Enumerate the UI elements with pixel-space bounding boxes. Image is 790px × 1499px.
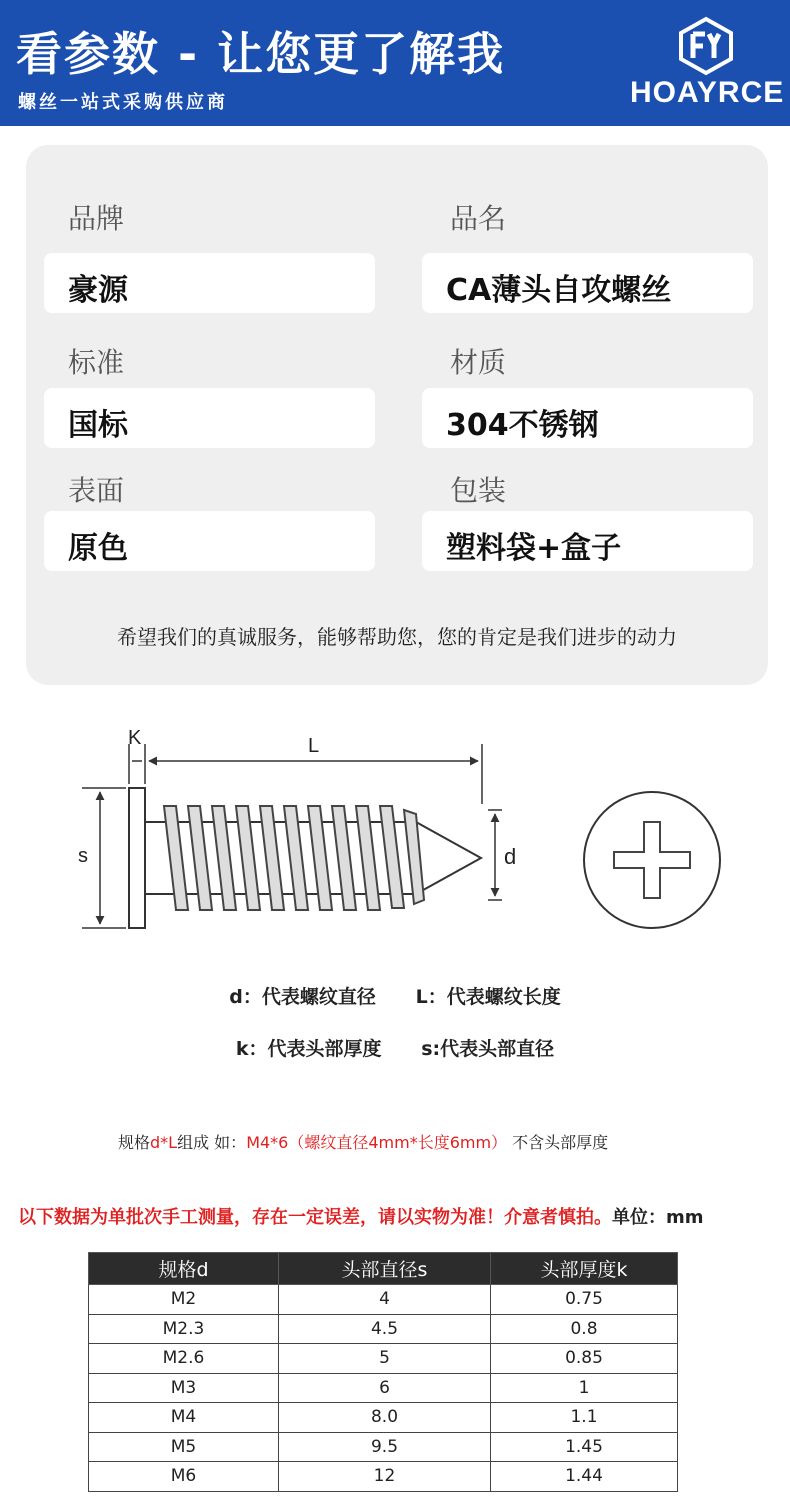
param-box-standard: [44, 388, 375, 448]
table-cell: M3: [89, 1373, 279, 1403]
param-box-surface: [44, 511, 375, 571]
param-label-product: 品名: [450, 202, 507, 235]
table-cell: 1.45: [491, 1432, 678, 1462]
table-cell: 1.1: [491, 1403, 678, 1433]
dim-label-d: d: [504, 844, 517, 869]
legend-row-2: [0, 1034, 790, 1061]
warning-text: 以下数据为单批次手工测量，存在一定误差，请以实物为准！介意者慎拍。: [18, 1207, 612, 1228]
spec-table: [88, 1252, 678, 1492]
param-value-surface: 原色: [68, 531, 128, 566]
spec-note-example: M4*6（螺纹直径4mm*长度6mm）: [246, 1133, 508, 1152]
table-row: [89, 1403, 678, 1433]
param-box-product: [422, 253, 753, 313]
param-label-standard: 标准: [68, 346, 125, 379]
table-cell: M2.3: [89, 1314, 279, 1344]
table-cell: 8.0: [279, 1403, 491, 1433]
param-label-surface: 表面: [68, 474, 125, 507]
table-cell: 5: [279, 1344, 491, 1374]
spec-note-mid: 组成 如：: [177, 1133, 247, 1152]
table-cell: M2.6: [89, 1344, 279, 1374]
table-cell: 9.5: [279, 1432, 491, 1462]
parameters-panel: [26, 145, 768, 685]
table-cell: 4: [279, 1285, 491, 1315]
legend-row-1: [0, 982, 790, 1009]
table-header-head-thickness: 头部厚度k: [491, 1253, 678, 1285]
table-cell: 0.8: [491, 1314, 678, 1344]
param-value-product: CA薄头自攻螺丝: [446, 273, 672, 308]
table-cell: 1: [491, 1373, 678, 1403]
table-header-head-diameter: 头部直径s: [279, 1253, 491, 1285]
legend-k: k：代表头部厚度: [235, 1038, 382, 1060]
dim-label-K: K: [128, 727, 142, 749]
unit-label: 单位：mm: [612, 1207, 704, 1228]
table-cell: 12: [279, 1462, 491, 1492]
table-cell: 0.75: [491, 1285, 678, 1315]
param-value-brand: 豪源: [68, 273, 128, 308]
table-cell: 1.44: [491, 1462, 678, 1492]
screw-head: [129, 788, 145, 928]
param-box-packaging: [422, 511, 753, 571]
table-row: [89, 1344, 678, 1374]
brand-name: HOAYRCE: [630, 76, 785, 109]
param-box-brand: [44, 253, 375, 313]
table-header-spec: 规格d: [89, 1253, 279, 1285]
param-value-material: 304不锈钢: [446, 408, 599, 443]
param-value-standard: 国标: [68, 408, 128, 443]
measurement-warning: [18, 1203, 704, 1229]
table-cell: 0.85: [491, 1344, 678, 1374]
param-label-material: 材质: [450, 346, 507, 379]
spec-note-suffix: 不含头部厚度: [512, 1133, 609, 1152]
legend-L: L：代表螺纹长度: [415, 986, 561, 1008]
page-subtitle: 螺丝一站式采购供应商: [18, 92, 228, 113]
param-value-packaging: 塑料袋+盒子: [446, 531, 622, 566]
table-cell: M5: [89, 1432, 279, 1462]
table-row: [89, 1285, 678, 1315]
param-box-material: [422, 388, 753, 448]
spec-note-prefix: 规格: [118, 1133, 151, 1152]
header-banner: [0, 0, 790, 126]
table-header-row: [89, 1253, 678, 1285]
table-row: [89, 1462, 678, 1492]
page-title: 看参数 - 让您更了解我: [16, 27, 506, 81]
brand-logo-icon: [676, 16, 736, 76]
table-cell: 6: [279, 1373, 491, 1403]
param-label-brand: 品牌: [68, 202, 125, 235]
table-cell: M6: [89, 1462, 279, 1492]
table-row: [89, 1314, 678, 1344]
table-cell: 4.5: [279, 1314, 491, 1344]
legend-d: d：代表螺纹直径: [229, 986, 376, 1008]
service-note: 希望我们的真诚服务，能够帮助您，您的肯定是我们进步的动力: [117, 625, 677, 649]
spec-note: [118, 1130, 608, 1153]
table-row: [89, 1373, 678, 1403]
legend-s: s:代表头部直径: [421, 1038, 555, 1060]
spec-note-dl: d*L: [150, 1133, 178, 1152]
screw-dimension-diagram: [26, 686, 768, 968]
table-cell: M2: [89, 1285, 279, 1315]
dim-label-L: L: [308, 735, 320, 757]
table-row: [89, 1432, 678, 1462]
table-cell: M4: [89, 1403, 279, 1433]
param-label-packaging: 包装: [450, 474, 507, 507]
dim-label-s: s: [78, 845, 88, 867]
